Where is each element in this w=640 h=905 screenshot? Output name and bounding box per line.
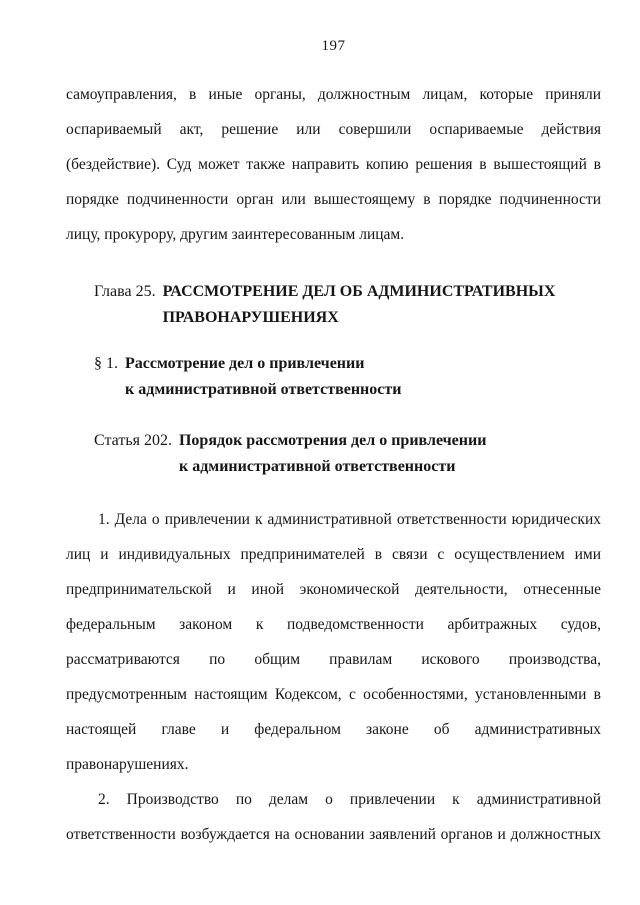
chapter-title-line: ПРАВОНАРУШЕНИЯХ xyxy=(162,309,339,326)
section-number-label: § 1. xyxy=(94,355,118,372)
section-heading xyxy=(94,351,601,403)
paragraph-continuation xyxy=(66,77,601,252)
article-title-line: к административной ответственности xyxy=(178,458,456,475)
page-number: 197 xyxy=(321,38,346,54)
section-title xyxy=(125,351,401,403)
text-line: настоящей главе и федеральном законе об административных xyxy=(66,721,601,738)
text-line: лиц и индивидуальных предпринимателей в связи с осуществлением ими xyxy=(66,546,601,563)
chapter-title xyxy=(163,279,556,331)
text-line: самоуправления, в иные органы, должностным лицам, которые приняли xyxy=(66,86,601,103)
text-line: предусмотренным настоящим Кодексом, с особенностями, установленными в xyxy=(66,686,601,703)
chapter-title-line: РАССМОТРЕНИЕ ДЕЛ ОБ АДМИНИСТРАТИВНЫХ xyxy=(162,283,556,300)
section-title-line: к административной ответственности xyxy=(125,381,402,398)
chapter-heading xyxy=(94,279,601,331)
section-title-line: Рассмотрение дел о привлечении xyxy=(125,355,365,372)
article-number-label: Статья 202. xyxy=(94,432,172,449)
article-title xyxy=(179,428,486,480)
page-content xyxy=(66,77,601,852)
text-line: предпринимательской и иной экономической деятельности, отнесенные xyxy=(66,581,601,598)
text-line: ответственности возбуждается на основании заявлений органов и должностных xyxy=(66,826,601,843)
text-line: рассматриваются по общим правилам искового производства, xyxy=(66,651,601,668)
chapter-number-label: Глава 25. xyxy=(94,283,156,300)
paragraph-point-2 xyxy=(66,782,601,852)
text-line: (бездействие). Суд может также направить копию решения в вышестоящий в xyxy=(66,156,601,173)
article-title-line: Порядок рассмотрения дел о привлечении xyxy=(178,432,487,449)
text-line: правонарушениях. xyxy=(66,756,189,773)
text-line: лицу, прокурору, другим заинтересованным лицам. xyxy=(66,226,405,243)
text-line: федеральным законом к подведомственности арбитражных судов, xyxy=(66,616,601,633)
paragraph-point-1 xyxy=(66,502,601,782)
text-line: 2. Производство по делам о привлечении к административной xyxy=(98,791,601,808)
article-heading xyxy=(94,428,601,480)
text-line: 1. Дела о привлечении к административной ответственности юридических xyxy=(98,511,601,528)
text-line: оспариваемый акт, решение или совершили оспариваемые действия xyxy=(66,121,601,138)
text-line: порядке подчиненности орган или вышестоящему в порядке подчиненности xyxy=(66,191,601,208)
